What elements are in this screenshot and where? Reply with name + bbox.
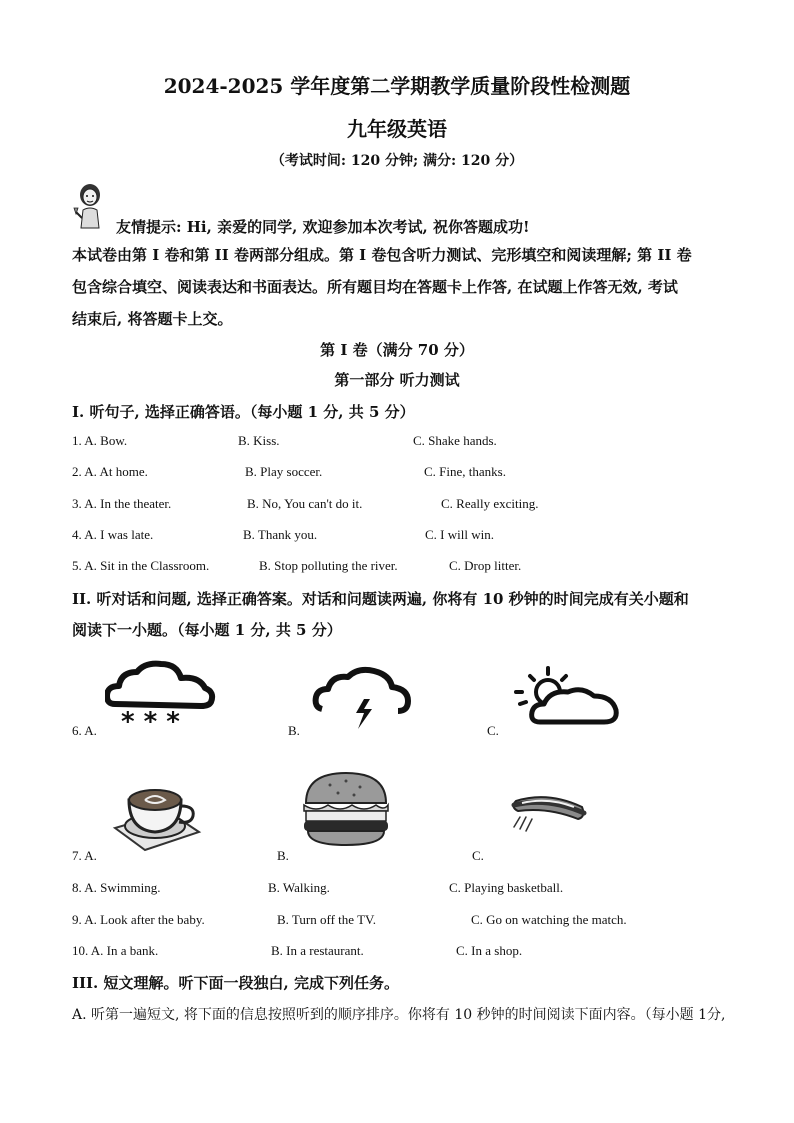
q2-option-c: C. Fine, thanks. bbox=[424, 464, 506, 479]
q3-option-c: C. Really exciting. bbox=[441, 496, 539, 511]
q10-option-b: B. In a restaurant. bbox=[271, 943, 364, 958]
section-3-part-a: A. 听第一遍短文, 将下面的信息按照听到的顺序排序。你将有 10 秒钟的时间阅读下面内容。（每小题 1分, bbox=[72, 1007, 726, 1023]
section-2-title-line-2: 阅读下一小题。（每小题 1 分, 共 5 分） bbox=[72, 621, 342, 639]
q8-option-c: C. Playing basketball. bbox=[449, 880, 564, 895]
svg-text:* * *: * * * bbox=[121, 707, 180, 732]
teacher-mascot-icon bbox=[72, 182, 108, 230]
q9-option-b: B. Turn off the TV. bbox=[277, 912, 376, 927]
q9-option-c: C. Go on watching the match. bbox=[471, 912, 627, 927]
snow-cloud-icon bbox=[105, 660, 217, 732]
q7-option-c: C. bbox=[472, 848, 484, 863]
q10-option-c: C. In a shop. bbox=[456, 943, 523, 958]
q4-option-a: 4. A. I was late. bbox=[72, 527, 154, 542]
q8-option-a: 8. A. Swimming. bbox=[72, 880, 161, 895]
intro-line-3: 结束后, 将答题卡上交。 bbox=[72, 310, 233, 328]
q8-option-b: B. Walking. bbox=[268, 880, 330, 895]
q1-option-c: C. Shake hands. bbox=[413, 433, 497, 448]
q5-option-a: 5. A. Sit in the Classroom. bbox=[72, 558, 210, 573]
hamburger-icon bbox=[300, 767, 392, 849]
q4-option-b: B. Thank you. bbox=[243, 527, 318, 542]
q1-option-a: 1. A. Bow. bbox=[72, 433, 128, 448]
intro-line-2: 包含综合填空、阅读表达和书面表达。所有题目均在答题卡上作答, 在试题上作答无效, 考试 bbox=[72, 278, 678, 296]
q5-option-b: B. Stop polluting the river. bbox=[259, 558, 398, 573]
q6-option-a: 6. A. bbox=[72, 723, 97, 738]
q3-option-b: B. No, You can't do it. bbox=[247, 496, 363, 511]
hot-dog-icon bbox=[508, 787, 588, 837]
exam-info: （考试时间: 120 分钟; 满分: 120 分） bbox=[270, 153, 524, 169]
q7-option-a: 7. A. bbox=[72, 848, 97, 863]
volume-1-heading: 第 I 卷（满分 70 分） bbox=[320, 341, 474, 359]
section-3-title: III. 短文理解。听下面一段独白, 完成下列任务。 bbox=[72, 974, 399, 992]
q6-option-c: C. bbox=[487, 723, 499, 738]
q9-option-a: 9. A. Look after the baby. bbox=[72, 912, 205, 927]
section-1-title: I. 听句子, 选择正确答语。（每小题 1 分, 共 5 分） bbox=[72, 403, 415, 421]
thunderstorm-cloud-icon bbox=[312, 665, 412, 731]
coffee-cup-icon bbox=[105, 772, 205, 854]
exam-title: 2024-2025 学年度第二学期教学质量阶段性检测题 bbox=[163, 74, 631, 98]
sun-cloud-icon bbox=[508, 664, 622, 728]
q10-option-a: 10. A. In a bank. bbox=[72, 943, 159, 958]
q1-option-b: B. Kiss. bbox=[238, 433, 280, 448]
q2-option-a: 2. A. At home. bbox=[72, 464, 148, 479]
exam-subject: 九年级英语 bbox=[347, 117, 447, 141]
q4-option-c: C. I will win. bbox=[425, 527, 494, 542]
q5-option-c: C. Drop litter. bbox=[449, 558, 522, 573]
friendly-tip: 友情提示: Hi, 亲爱的同学, 欢迎参加本次考试, 祝你答题成功! bbox=[116, 218, 530, 236]
q6-option-b: B. bbox=[288, 723, 300, 738]
q7-option-b: B. bbox=[277, 848, 289, 863]
q2-option-b: B. Play soccer. bbox=[245, 464, 323, 479]
q3-option-a: 3. A. In the theater. bbox=[72, 496, 172, 511]
intro-line-1: 本试卷由第 I 卷和第 II 卷两部分组成。第 I 卷包含听力测试、完形填空和阅读理解; 第 II 卷 bbox=[72, 246, 692, 264]
part-1-heading: 第一部分 听力测试 bbox=[334, 371, 460, 389]
section-2-title-line-1: II. 听对话和问题, 选择正确答案。对话和问题读两遍, 你将有 10 秒钟的时间完成有关小题和 bbox=[72, 590, 689, 608]
